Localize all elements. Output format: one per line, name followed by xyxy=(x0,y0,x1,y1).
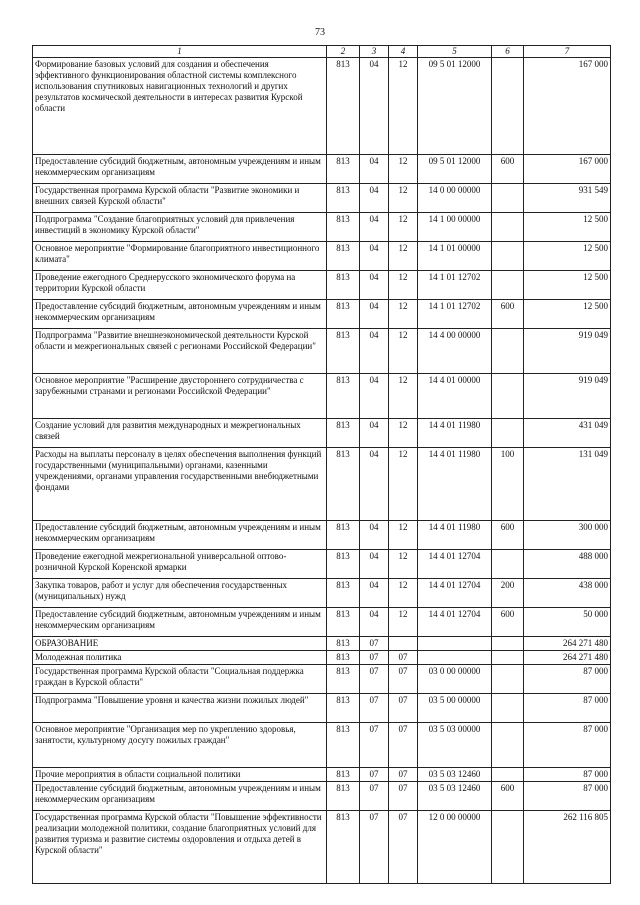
item-name: Прочие мероприятия в области социальной политики xyxy=(33,768,327,782)
target-article-code: 14 4 01 00000 xyxy=(418,374,492,419)
item-name: Формирование базовых условий для создания и обеспечения эффективного функционирования областной системы комплексного использования спутниковых навигационных технологий и других результатов космической деятельности в интересах развития Курской области xyxy=(33,58,327,155)
grbs-code: 813 xyxy=(327,768,360,782)
header-cell: 6 xyxy=(492,46,524,58)
expense-type-code xyxy=(492,374,524,419)
section-code: 04 xyxy=(360,329,389,374)
item-name: Государственная программа Курской области "Социальная поддержка граждан в Курской области" xyxy=(33,665,327,694)
expense-type-code: 100 xyxy=(492,448,524,521)
section-code: 04 xyxy=(360,213,389,242)
header-cell: 7 xyxy=(524,46,611,58)
expense-type-code xyxy=(492,811,524,884)
expense-type-code xyxy=(492,665,524,694)
table-row xyxy=(33,608,611,637)
header-cell: 1 xyxy=(33,46,327,58)
grbs-code: 813 xyxy=(327,782,360,811)
expense-type-code xyxy=(492,213,524,242)
amount: 300 000 xyxy=(524,521,611,550)
table-row xyxy=(33,782,611,811)
section-code: 04 xyxy=(360,374,389,419)
item-name: Подпрограмма "Развитие внешнеэкономической деятельности Курской области и межрегиональных связей с регионами Российской Федерации" xyxy=(33,329,327,374)
table-row xyxy=(33,329,611,374)
amount: 87 000 xyxy=(524,782,611,811)
section-code: 07 xyxy=(360,723,389,768)
table-row xyxy=(33,300,611,329)
amount: 12 500 xyxy=(524,242,611,271)
expense-type-code xyxy=(492,419,524,448)
target-article-code: 09 5 01 12000 xyxy=(418,155,492,184)
grbs-code: 813 xyxy=(327,448,360,521)
target-article-code: 14 4 01 11980 xyxy=(418,419,492,448)
grbs-code: 813 xyxy=(327,723,360,768)
subsection-code: 12 xyxy=(389,213,418,242)
grbs-code: 813 xyxy=(327,419,360,448)
target-article-code: 14 4 00 00000 xyxy=(418,329,492,374)
amount: 50 000 xyxy=(524,608,611,637)
expense-type-code xyxy=(492,637,524,651)
amount: 87 000 xyxy=(524,768,611,782)
grbs-code: 813 xyxy=(327,550,360,579)
target-article-code: 14 4 01 12704 xyxy=(418,579,492,608)
amount: 87 000 xyxy=(524,665,611,694)
section-code: 04 xyxy=(360,550,389,579)
target-article-code xyxy=(418,637,492,651)
item-name: Проведение ежегодного Среднерусского экономического форума на территории Курской области xyxy=(33,271,327,300)
amount: 919 049 xyxy=(524,329,611,374)
item-name: Подпрограмма "Повышение уровня и качества жизни пожилых людей" xyxy=(33,694,327,723)
section-code: 07 xyxy=(360,782,389,811)
grbs-code: 813 xyxy=(327,184,360,213)
target-article-code: 03 0 00 00000 xyxy=(418,665,492,694)
subsection-code: 07 xyxy=(389,782,418,811)
amount: 431 049 xyxy=(524,419,611,448)
grbs-code: 813 xyxy=(327,300,360,329)
table-row xyxy=(33,213,611,242)
grbs-code: 813 xyxy=(327,155,360,184)
subsection-code: 12 xyxy=(389,58,418,155)
section-code: 04 xyxy=(360,419,389,448)
subsection-code: 12 xyxy=(389,374,418,419)
subsection-code xyxy=(389,637,418,651)
item-name: ОБРАЗОВАНИЕ xyxy=(33,637,327,651)
amount: 87 000 xyxy=(524,723,611,768)
target-article-code: 14 1 01 12702 xyxy=(418,271,492,300)
expense-type-code xyxy=(492,694,524,723)
item-name: Основное мероприятие "Организация мер по укреплению здоровья, занятости, культурному досугу пожилых граждан" xyxy=(33,723,327,768)
expense-type-code: 600 xyxy=(492,608,524,637)
subsection-code: 07 xyxy=(389,651,418,665)
grbs-code: 813 xyxy=(327,811,360,884)
amount: 264 271 480 xyxy=(524,651,611,665)
amount: 12 500 xyxy=(524,213,611,242)
table-row xyxy=(33,58,611,155)
table-row xyxy=(33,768,611,782)
subsection-code: 12 xyxy=(389,419,418,448)
subsection-code: 07 xyxy=(389,768,418,782)
target-article-code: 14 0 00 00000 xyxy=(418,184,492,213)
table-row xyxy=(33,811,611,884)
section-code: 04 xyxy=(360,521,389,550)
expense-type-code xyxy=(492,58,524,155)
header-cell: 5 xyxy=(418,46,492,58)
section-code: 07 xyxy=(360,651,389,665)
target-article-code: 14 4 01 12704 xyxy=(418,608,492,637)
amount: 12 500 xyxy=(524,300,611,329)
item-name: Проведение ежегодной межрегиональной универсальной оптово-розничной Курской Коренской ярмарки xyxy=(33,550,327,579)
table-row xyxy=(33,694,611,723)
item-name: Предоставление субсидий бюджетным, автономным учреждениям и иным некоммерческим организациям xyxy=(33,608,327,637)
table-row xyxy=(33,651,611,665)
table-row xyxy=(33,637,611,651)
section-code: 04 xyxy=(360,300,389,329)
expense-type-code: 600 xyxy=(492,521,524,550)
subsection-code: 07 xyxy=(389,665,418,694)
table-row xyxy=(33,184,611,213)
grbs-code: 813 xyxy=(327,665,360,694)
grbs-code: 813 xyxy=(327,271,360,300)
subsection-code: 12 xyxy=(389,329,418,374)
item-name: Предоставление субсидий бюджетным, автономным учреждениям и иным некоммерческим организациям xyxy=(33,300,327,329)
section-code: 04 xyxy=(360,184,389,213)
expense-type-code xyxy=(492,242,524,271)
table-row xyxy=(33,521,611,550)
grbs-code: 813 xyxy=(327,374,360,419)
budget-table xyxy=(32,45,611,884)
target-article-code: 14 1 01 12702 xyxy=(418,300,492,329)
subsection-code: 07 xyxy=(389,694,418,723)
amount: 919 049 xyxy=(524,374,611,419)
subsection-code: 07 xyxy=(389,723,418,768)
expense-type-code: 600 xyxy=(492,155,524,184)
expense-type-code xyxy=(492,329,524,374)
target-article-code: 14 4 01 11980 xyxy=(418,448,492,521)
target-article-code: 14 4 01 12704 xyxy=(418,550,492,579)
subsection-code: 12 xyxy=(389,579,418,608)
table-row xyxy=(33,271,611,300)
grbs-code: 813 xyxy=(327,213,360,242)
target-article-code: 09 5 01 12000 xyxy=(418,58,492,155)
subsection-code: 12 xyxy=(389,155,418,184)
subsection-code: 07 xyxy=(389,811,418,884)
section-code: 04 xyxy=(360,271,389,300)
target-article-code: 14 4 01 11980 xyxy=(418,521,492,550)
item-name: Предоставление субсидий бюджетным, автономным учреждениям и иным некоммерческим организациям xyxy=(33,521,327,550)
amount: 12 500 xyxy=(524,271,611,300)
table-row xyxy=(33,579,611,608)
item-name: Предоставление субсидий бюджетным, автономным учреждениям и иным некоммерческим организациям xyxy=(33,155,327,184)
table-row xyxy=(33,242,611,271)
target-article-code: 14 1 01 00000 xyxy=(418,242,492,271)
table-row xyxy=(33,155,611,184)
table-row xyxy=(33,374,611,419)
target-article-code: 03 5 03 00000 xyxy=(418,723,492,768)
table-header-row xyxy=(33,46,611,58)
grbs-code: 813 xyxy=(327,579,360,608)
grbs-code: 813 xyxy=(327,329,360,374)
page-number: 73 xyxy=(315,27,325,38)
section-code: 07 xyxy=(360,694,389,723)
expense-type-code xyxy=(492,550,524,579)
subsection-code: 12 xyxy=(389,521,418,550)
table-row xyxy=(33,723,611,768)
expense-type-code xyxy=(492,651,524,665)
grbs-code: 813 xyxy=(327,242,360,271)
target-article-code: 03 5 03 12460 xyxy=(418,768,492,782)
header-cell: 2 xyxy=(327,46,360,58)
grbs-code: 813 xyxy=(327,521,360,550)
grbs-code: 813 xyxy=(327,608,360,637)
amount: 438 000 xyxy=(524,579,611,608)
amount: 931 549 xyxy=(524,184,611,213)
section-code: 07 xyxy=(360,637,389,651)
section-code: 04 xyxy=(360,155,389,184)
grbs-code: 813 xyxy=(327,694,360,723)
target-article-code: 14 1 00 00000 xyxy=(418,213,492,242)
item-name: Расходы на выплаты персоналу в целях обеспечения выполнения функций государственными (муниципальными) органами, казенными учреждениями, органами управления государственными внебюджетными фондами xyxy=(33,448,327,521)
target-article-code: 03 5 03 12460 xyxy=(418,782,492,811)
item-name: Государственная программа Курской области "Повышение эффективности реализации молодежной политики, создание благоприятных условий для развития туризма и развитие системы оздоровления и отдыха детей в Курской области" xyxy=(33,811,327,884)
expense-type-code xyxy=(492,723,524,768)
grbs-code: 813 xyxy=(327,58,360,155)
subsection-code: 12 xyxy=(389,608,418,637)
grbs-code: 813 xyxy=(327,637,360,651)
item-name: Подпрограмма "Создание благоприятных условий для привлечения инвестиций в экономику Курской области" xyxy=(33,213,327,242)
amount: 167 000 xyxy=(524,58,611,155)
table-row xyxy=(33,550,611,579)
table-row xyxy=(33,665,611,694)
section-code: 04 xyxy=(360,242,389,271)
amount: 264 271 480 xyxy=(524,637,611,651)
header-cell: 3 xyxy=(360,46,389,58)
section-code: 07 xyxy=(360,811,389,884)
section-code: 07 xyxy=(360,768,389,782)
item-name: Закупка товаров, работ и услуг для обеспечения государственных (муниципальных) нужд xyxy=(33,579,327,608)
grbs-code: 813 xyxy=(327,651,360,665)
section-code: 04 xyxy=(360,448,389,521)
expense-type-code: 200 xyxy=(492,579,524,608)
subsection-code: 12 xyxy=(389,448,418,521)
target-article-code xyxy=(418,651,492,665)
item-name: Основное мероприятие "Расширение двустороннего сотрудничества с зарубежными странами и регионами Российской Федерации" xyxy=(33,374,327,419)
expense-type-code: 600 xyxy=(492,300,524,329)
section-code: 04 xyxy=(360,608,389,637)
table-row xyxy=(33,419,611,448)
subsection-code: 12 xyxy=(389,184,418,213)
item-name: Основное мероприятие "Формирование благоприятного инвестиционного климата" xyxy=(33,242,327,271)
subsection-code: 12 xyxy=(389,242,418,271)
header-cell: 4 xyxy=(389,46,418,58)
item-name: Предоставление субсидий бюджетным, автономным учреждениям и иным некоммерческим организациям xyxy=(33,782,327,811)
expense-type-code xyxy=(492,768,524,782)
item-name: Создание условий для развития международных и межрегиональных связей xyxy=(33,419,327,448)
amount: 87 000 xyxy=(524,694,611,723)
amount: 488 000 xyxy=(524,550,611,579)
target-article-code: 03 5 00 00000 xyxy=(418,694,492,723)
subsection-code: 12 xyxy=(389,300,418,329)
item-name: Молодежная политика xyxy=(33,651,327,665)
amount: 131 049 xyxy=(524,448,611,521)
section-code: 04 xyxy=(360,58,389,155)
expense-type-code xyxy=(492,271,524,300)
amount: 262 116 805 xyxy=(524,811,611,884)
expense-type-code xyxy=(492,184,524,213)
target-article-code: 12 0 00 00000 xyxy=(418,811,492,884)
subsection-code: 12 xyxy=(389,271,418,300)
item-name: Государственная программа Курской области "Развитие экономики и внешних связей Курской области" xyxy=(33,184,327,213)
table-row xyxy=(33,448,611,521)
section-code: 04 xyxy=(360,579,389,608)
subsection-code: 12 xyxy=(389,550,418,579)
expense-type-code: 600 xyxy=(492,782,524,811)
amount: 167 000 xyxy=(524,155,611,184)
section-code: 07 xyxy=(360,665,389,694)
